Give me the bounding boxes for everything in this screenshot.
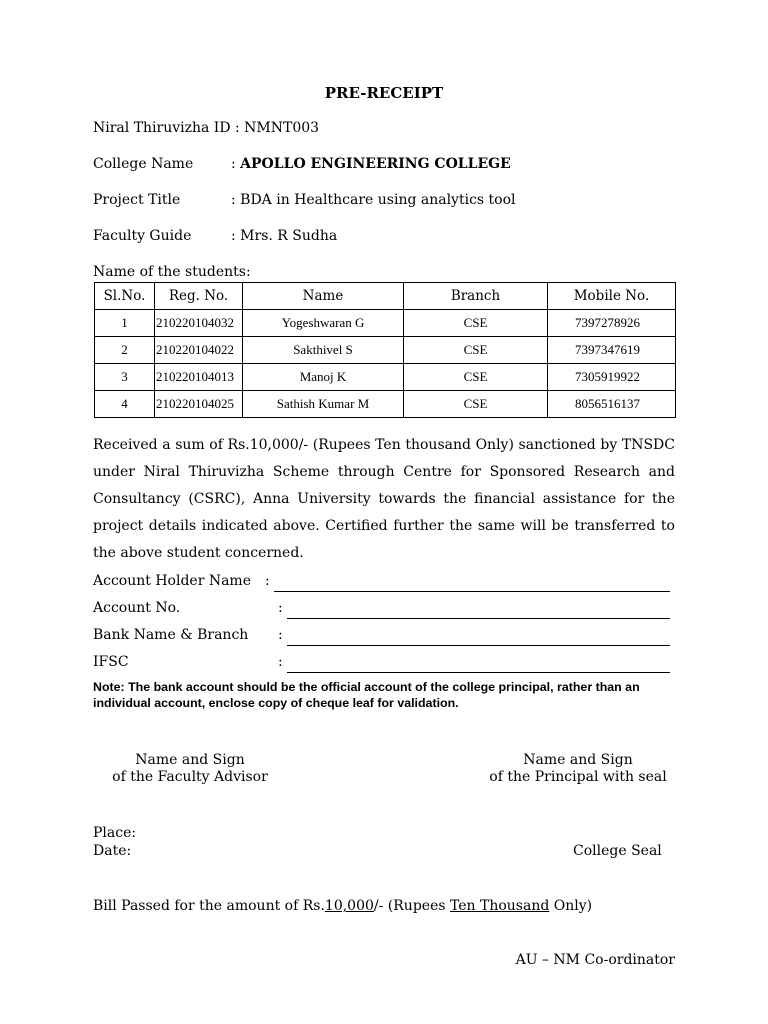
faculty-sign-line1: Name and Sign (135, 752, 245, 768)
header-name: Name (243, 283, 404, 310)
bill-words: Ten Thousand (450, 898, 550, 914)
bill-mid: /- (Rupees (373, 898, 450, 914)
faculty-guide-value (231, 228, 337, 244)
header-regno: Reg. No. (155, 283, 243, 310)
project-title-value (231, 192, 516, 208)
bank-name-row (93, 627, 673, 647)
bill-amount: 10,000 (324, 898, 374, 914)
table-row (95, 337, 676, 364)
colon: : (278, 627, 283, 643)
date-label: Date: (93, 843, 132, 859)
college-seal-label: College Seal (573, 843, 662, 859)
account-number-label: Account No. (93, 600, 181, 616)
table-row (95, 310, 676, 337)
principal-signature-block (478, 752, 678, 786)
colon: : (278, 654, 283, 670)
project-title-text: BDA in Healthcare using analytics tool (240, 192, 516, 208)
ifsc-row (93, 654, 673, 674)
faculty-guide-text: Mrs. R Sudha (240, 228, 338, 244)
cell-mobile: 8056516137 (548, 391, 676, 418)
cell-branch: CSE (404, 391, 548, 418)
cell-name: Sathish Kumar M (243, 391, 404, 418)
table-row (95, 391, 676, 418)
account-holder-label: Account Holder Name (93, 573, 251, 589)
account-number-line (287, 618, 670, 619)
cell-name: Manoj K (243, 364, 404, 391)
place-label: Place: (93, 825, 137, 841)
account-holder-row (93, 573, 673, 593)
cell-name: Yogeshwaran G (243, 310, 404, 337)
cell-regno: 210220104013 (155, 364, 243, 391)
principal-sign-line1: Name and Sign (523, 752, 633, 768)
bank-name-label: Bank Name & Branch (93, 627, 249, 643)
bank-name-line (287, 645, 670, 646)
students-caption: Name of the students: (93, 264, 251, 280)
college-name-value (231, 156, 511, 172)
note-text: Note: The bank account should be the official account of the college principal, rather than an individual account, enclose copy of cheque leaf for validation. (93, 680, 640, 710)
cell-mobile: 7397278926 (548, 310, 676, 337)
cell-mobile: 7305919922 (548, 364, 676, 391)
faculty-guide-label: Faculty Guide (93, 228, 192, 244)
niral-id: Niral Thiruvizha ID : NMNT003 (93, 120, 320, 136)
cell-slno: 3 (95, 364, 155, 391)
colon: : (265, 573, 270, 589)
colon: : (231, 156, 236, 172)
ifsc-label: IFSC (93, 654, 129, 670)
header-mobile: Mobile No. (548, 283, 676, 310)
cell-branch: CSE (404, 337, 548, 364)
document-title: PRE-RECEIPT (324, 84, 444, 102)
cell-name: Sakthivel S (243, 337, 404, 364)
cell-slno: 1 (95, 310, 155, 337)
cell-branch: CSE (404, 310, 548, 337)
header-branch: Branch (404, 283, 548, 310)
principal-sign-line2: of the Principal with seal (489, 769, 667, 785)
header-slno: Sl.No. (95, 283, 155, 310)
faculty-signature-block (100, 752, 280, 786)
ifsc-line (287, 672, 670, 673)
bill-prefix: Bill Passed for the amount of Rs. (93, 898, 325, 914)
cell-regno: 210220104025 (155, 391, 243, 418)
cell-regno: 210220104032 (155, 310, 243, 337)
students-table (94, 282, 676, 418)
colon: : (278, 600, 283, 616)
table-header-row (95, 283, 676, 310)
cell-slno: 4 (95, 391, 155, 418)
coordinator-label: AU – NM Co-ordinator (515, 952, 675, 968)
cell-branch: CSE (404, 364, 548, 391)
project-title-label: Project Title (93, 192, 181, 208)
bill-passed-text (93, 898, 592, 914)
account-number-row (93, 600, 673, 620)
colon: : (231, 192, 236, 208)
cell-regno: 210220104022 (155, 337, 243, 364)
college-name-text: APOLLO ENGINEERING COLLEGE (240, 156, 511, 172)
college-name-label: College Name (93, 156, 194, 172)
table-row (95, 364, 676, 391)
receipt-paragraph: Received a sum of Rs.10,000/- (Rupees Ten thousand Only) sanctioned by TNSDC under Niral Thiruvizha Scheme through Centre for Sponsored Research and Consultancy (CSRC), Anna University towards the financial assistance for the project details indicated above. Certified further the same will be transferred to the above student concerned. (93, 437, 675, 561)
cell-mobile: 7397347619 (548, 337, 676, 364)
faculty-sign-line2: of the Faculty Advisor (112, 769, 268, 785)
colon: : (231, 228, 236, 244)
cell-slno: 2 (95, 337, 155, 364)
account-holder-line (274, 591, 670, 592)
bill-suffix: Only) (549, 898, 593, 914)
